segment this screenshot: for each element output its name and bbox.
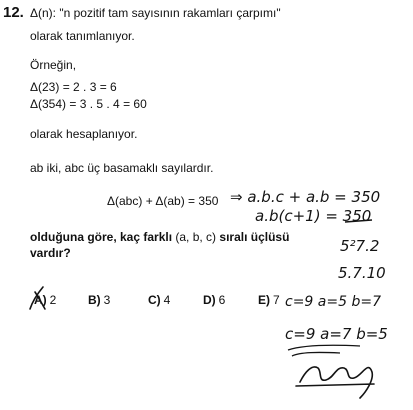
choice-e[interactable] [258, 293, 280, 307]
question-prompt [30, 230, 289, 244]
definition-text: Δ(n): "n pozitif tam sayısının rakamları çarpımı" [30, 6, 281, 20]
handwritten-step-1: ⇒ a.b.c + a.b = 350 [230, 188, 381, 206]
choice-d-value: 6 [218, 293, 226, 307]
choice-a-letter: A) [34, 293, 47, 307]
choice-e-value: 7 [273, 293, 280, 307]
separator-scribble [288, 345, 360, 356]
choice-b-letter: B) [88, 293, 101, 307]
handwritten-factor-1: 5²7.2 [340, 237, 380, 255]
choice-b-value: 3 [103, 293, 111, 307]
choice-d[interactable] [203, 293, 225, 307]
choice-a-value: 2 [49, 293, 57, 307]
handwritten-step-2: a.b(c+1) = 350 [255, 207, 372, 225]
choice-a[interactable] [34, 293, 56, 307]
handwritten-factor-2: 5.7.10 [338, 264, 386, 282]
question-number: 12. [3, 4, 24, 21]
example-2: Δ(354) = 3 . 5 . 4 = 60 [30, 97, 147, 111]
calculated-text: olarak hesaplanıyor. [30, 127, 138, 141]
prompt-bold-1: olduğuna göre, kaç farklı [30, 230, 173, 244]
choice-e-letter: E) [258, 293, 270, 307]
handwritten-case-1: c=9 a=5 b=7 [285, 294, 381, 310]
prompt-bold-2: sıralı üçlüsü [219, 230, 290, 244]
signature-scribble-icon [296, 367, 374, 398]
choice-c-value: 4 [163, 293, 171, 307]
equation: Δ(abc) + Δ(ab) = 350 [107, 194, 219, 208]
handwritten-case-2: c=9 a=7 b=5 [285, 325, 388, 343]
choice-c[interactable] [148, 293, 170, 307]
prompt-tuple: (a, b, c) [175, 230, 217, 244]
choice-b[interactable] [88, 293, 110, 307]
defined-as-text: olarak tanımlanıyor. [30, 29, 135, 43]
example-1: Δ(23) = 2 . 3 = 6 [30, 80, 117, 94]
prompt-bold-3: vardır? [30, 246, 71, 260]
example-intro: Örneğin, [30, 58, 77, 72]
digits-note: ab iki, abc üç basamaklı sayılardır. [30, 161, 214, 175]
choice-c-letter: C) [148, 293, 161, 307]
choice-d-letter: D) [203, 293, 216, 307]
